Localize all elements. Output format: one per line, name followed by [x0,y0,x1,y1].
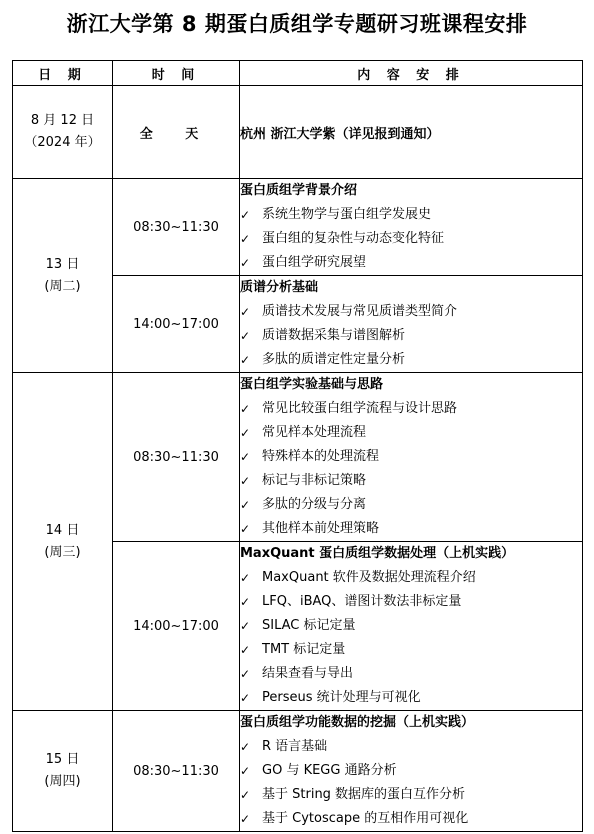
item-label: MaxQuant 软件及数据处理流程介绍 [262,570,476,585]
list-item [240,566,582,590]
session-title: 蛋白质组学功能数据的挖掘（上机实践） [240,715,475,730]
list-item [240,227,582,251]
check-icon: ✓ [240,788,251,802]
content-cell [240,276,583,373]
item-label: 质谱技术发展与常见质谱类型简介 [262,304,458,319]
item-label: 标记与非标记策略 [262,473,367,488]
check-icon: ✓ [240,329,251,343]
session-title: MaxQuant 蛋白质组学数据处理（上机实践） [240,546,515,561]
check-icon: ✓ [240,450,251,464]
item-label: 基于 String 数据库的蛋白互作分析 [262,787,466,802]
check-icon: ✓ [240,764,251,778]
item-label: R 语言基础 [262,739,328,754]
item-label: Perseus 统计处理与可视化 [262,690,421,705]
item-label: 其他样本前处理策略 [262,521,380,536]
date-cell [13,711,113,832]
session-title: 质谱分析基础 [240,280,319,295]
list-item [240,445,582,469]
item-label: 基于 Cytoscape 的互相作用可视化 [262,811,469,826]
check-icon: ✓ [240,691,251,705]
check-icon: ✓ [240,256,251,270]
item-label: LFQ、iBAQ、谱图计数法非标定量 [262,594,462,609]
check-icon: ✓ [240,353,251,367]
list-item [240,397,582,421]
list-item [240,638,582,662]
list-item [240,662,582,686]
check-icon: ✓ [240,667,251,681]
time-cell: 全 天 [113,86,240,179]
list-item [240,517,582,541]
list-item [240,324,582,348]
item-label: 质谱数据采集与谱图解析 [262,328,406,343]
list-item [240,614,582,638]
check-icon: ✓ [240,208,251,222]
list-item [240,469,582,493]
table-row [13,86,583,179]
list-item [240,251,582,275]
date-year: （2024 年） [24,135,101,150]
content-cell [240,542,583,711]
date-cell [13,86,113,179]
check-icon: ✓ [240,305,251,319]
list-item [240,348,582,372]
weekday: (周二) [44,278,81,294]
date-cell [13,179,113,373]
list-item [240,203,582,227]
header-row [13,61,583,86]
time-cell: 08:30~11:30 [113,179,240,276]
list-item [240,590,582,614]
table-row [13,373,583,542]
date-line: 13 日 [45,256,80,272]
list-item [240,735,582,759]
check-icon: ✓ [240,643,251,657]
check-icon: ✓ [240,571,251,585]
item-label: 系统生物学与蛋白组学发展史 [262,207,432,222]
header-time: 时 间 [113,61,240,86]
list-item [240,493,582,517]
time-cell: 08:30~11:30 [113,373,240,542]
check-icon: ✓ [240,812,251,826]
item-label: SILAC 标记定量 [262,618,356,633]
time-cell: 14:00~17:00 [113,542,240,711]
list-item [240,807,582,831]
item-label: TMT 标记定量 [262,642,346,657]
item-label: 蛋白组的复杂性与动态变化特征 [262,231,445,246]
item-label: GO 与 KEGG 通路分析 [262,763,397,778]
list-item [240,421,582,445]
date-line: 14 日 [45,522,80,538]
content-cell [240,711,583,832]
weekday: (周三) [44,544,81,560]
check-icon: ✓ [240,402,251,416]
item-label: 多肽的质谱定性定量分析 [262,352,406,367]
item-label: 多肽的分级与分离 [262,497,367,512]
date-line: 15 日 [45,752,80,767]
check-icon: ✓ [240,498,251,512]
check-icon: ✓ [240,474,251,488]
check-icon: ✓ [240,619,251,633]
session-title: 蛋白质组学背景介绍 [240,183,358,198]
list-item [240,759,582,783]
content-cell [240,179,583,276]
time-cell: 08:30~11:30 [113,711,240,832]
content-cell [240,373,583,542]
item-label: 结果查看与导出 [262,666,354,681]
weekday: (周四) [44,774,81,789]
item-label: 特殊样本的处理流程 [262,449,380,464]
schedule-table [12,60,583,832]
item-label: 蛋白组学研究展望 [262,255,367,270]
header-content: 内 容 安 排 [240,61,583,86]
table-row [13,179,583,276]
header-date: 日 期 [13,61,113,86]
date-line: 8 月 12 日 [30,113,95,128]
check-icon: ✓ [240,522,251,536]
page-title: 浙江大学第 8 期蛋白质组学专题研习班课程安排 [66,12,528,36]
session-title: 蛋白组学实验基础与思路 [240,377,384,392]
content-cell: 杭州 浙江大学紫（详见报到通知） [240,86,583,179]
list-item [240,783,582,807]
date-cell [13,373,113,711]
check-icon: ✓ [240,426,251,440]
check-icon: ✓ [240,595,251,609]
item-label: 常见比较蛋白组学流程与设计思路 [262,401,458,416]
check-icon: ✓ [240,232,251,246]
check-icon: ✓ [240,740,251,754]
list-item [240,300,582,324]
item-label: 常见样本处理流程 [262,425,367,440]
list-item [240,686,582,710]
time-cell: 14:00~17:00 [113,276,240,373]
table-row [13,711,583,832]
